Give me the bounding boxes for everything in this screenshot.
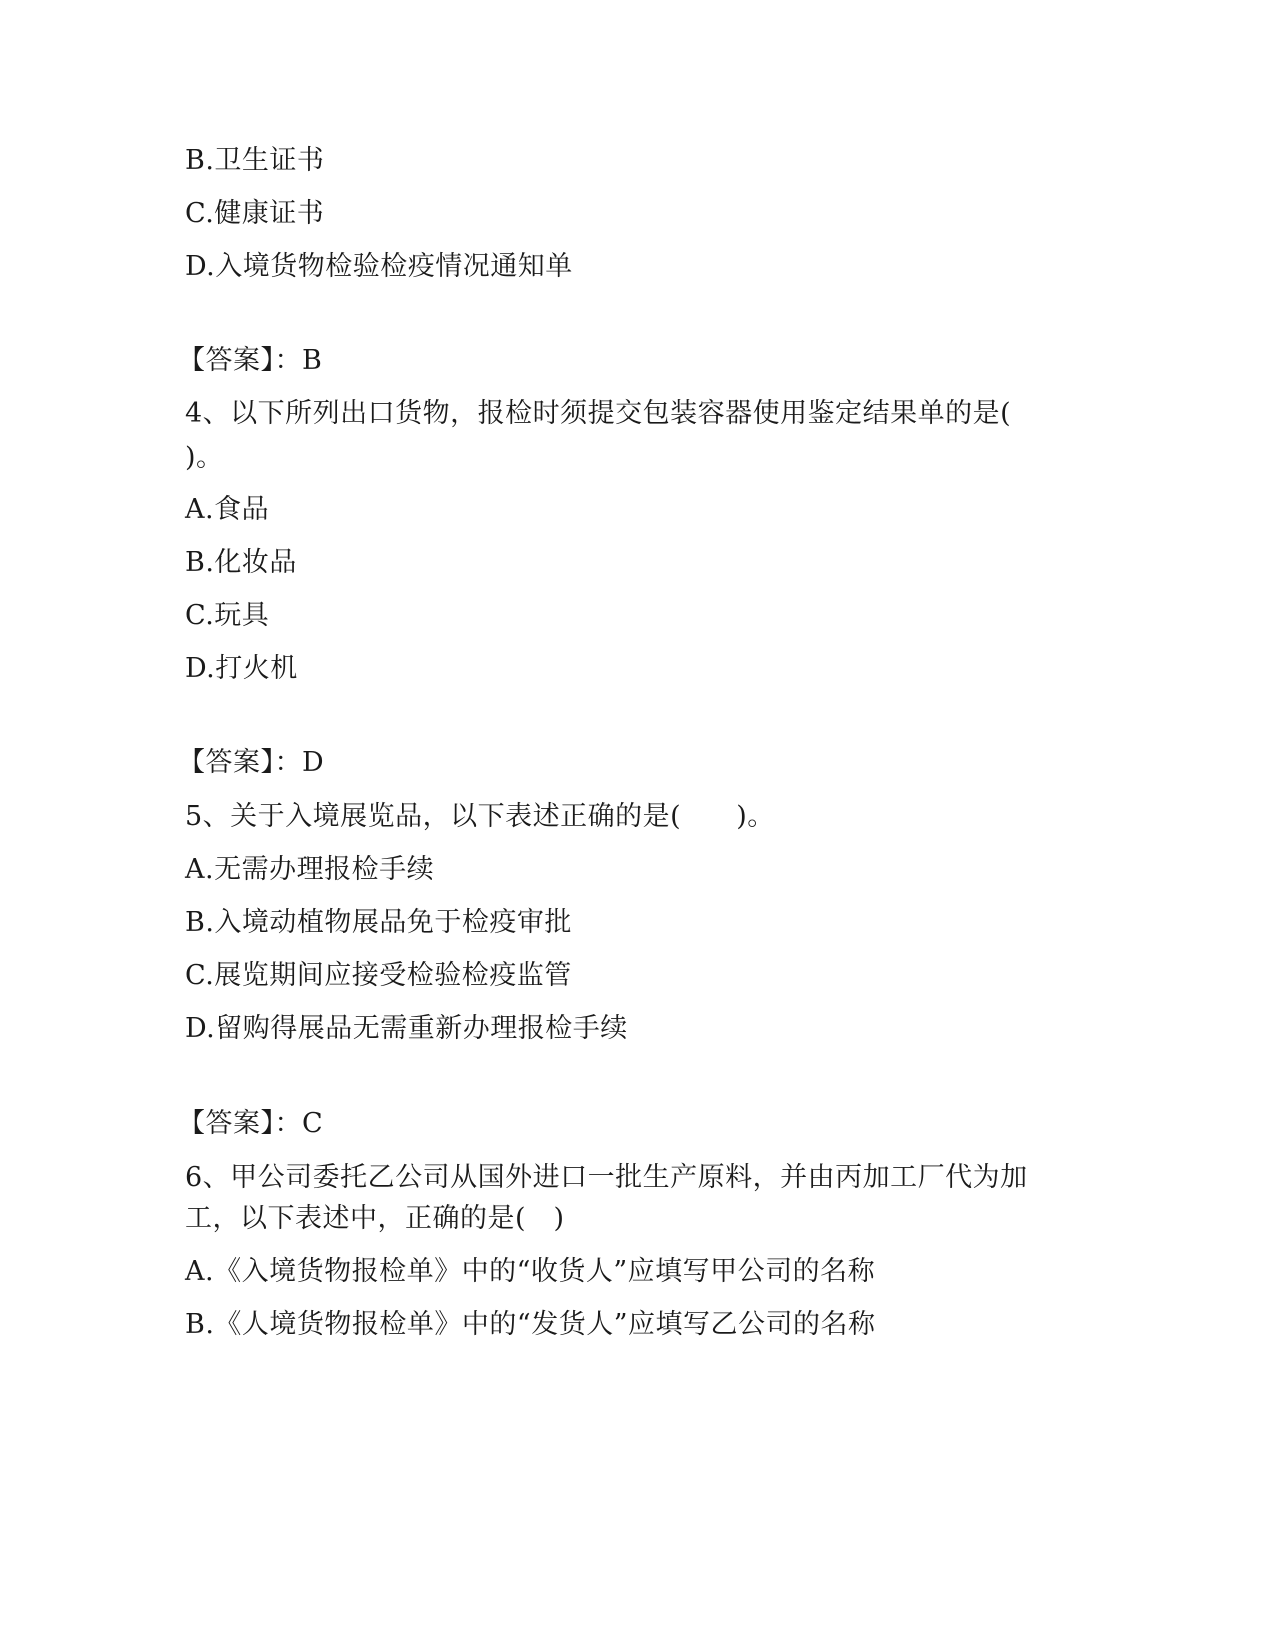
q5-answer: 【答案】：C xyxy=(178,1108,324,1139)
q4-stem-line1: 4、以下所列出口货物，报检时须提交包装容器使用鉴定结果单的是( xyxy=(185,398,1012,429)
q6-option-a: A.《入境货物报检单》中的“收货人”应填写甲公司的名称 xyxy=(185,1256,876,1287)
q5-stem-line1: 5、关于入境展览品，以下表述正确的是( )。 xyxy=(185,801,775,832)
q4-stem-line2: )。 xyxy=(185,442,224,473)
q3-option-b: B.卫生证书 xyxy=(185,145,325,176)
q3-answer: 【答案】：B xyxy=(178,345,323,376)
q5-option-c: C.展览期间应接受检验检疫监管 xyxy=(185,960,572,991)
q4-option-c: C.玩具 xyxy=(185,600,270,631)
q5-option-b: B.入境动植物展品免于检疫审批 xyxy=(185,907,572,938)
q4-option-d: D.打火机 xyxy=(185,653,298,684)
q3-option-c: C.健康证书 xyxy=(185,198,325,229)
q4-option-b: B.化妆品 xyxy=(185,547,297,578)
q6-option-b: B.《人境货物报检单》中的“发货人”应填写乙公司的名称 xyxy=(185,1309,876,1340)
q6-stem-line2: 工，以下表述中，正确的是( ) xyxy=(185,1203,565,1234)
q6-stem-line1: 6、甲公司委托乙公司从国外进口一批生产原料，并由丙加工厂代为加 xyxy=(185,1162,1028,1193)
q4-answer: 【答案】：D xyxy=(178,747,325,778)
q4-option-a: A.食品 xyxy=(185,494,270,525)
q5-option-d: D.留购得展品无需重新办理报检手续 xyxy=(185,1013,628,1044)
q5-option-a: A.无需办理报检手续 xyxy=(185,854,435,885)
q3-option-d: D.入境货物检验检疫情况通知单 xyxy=(185,251,573,282)
